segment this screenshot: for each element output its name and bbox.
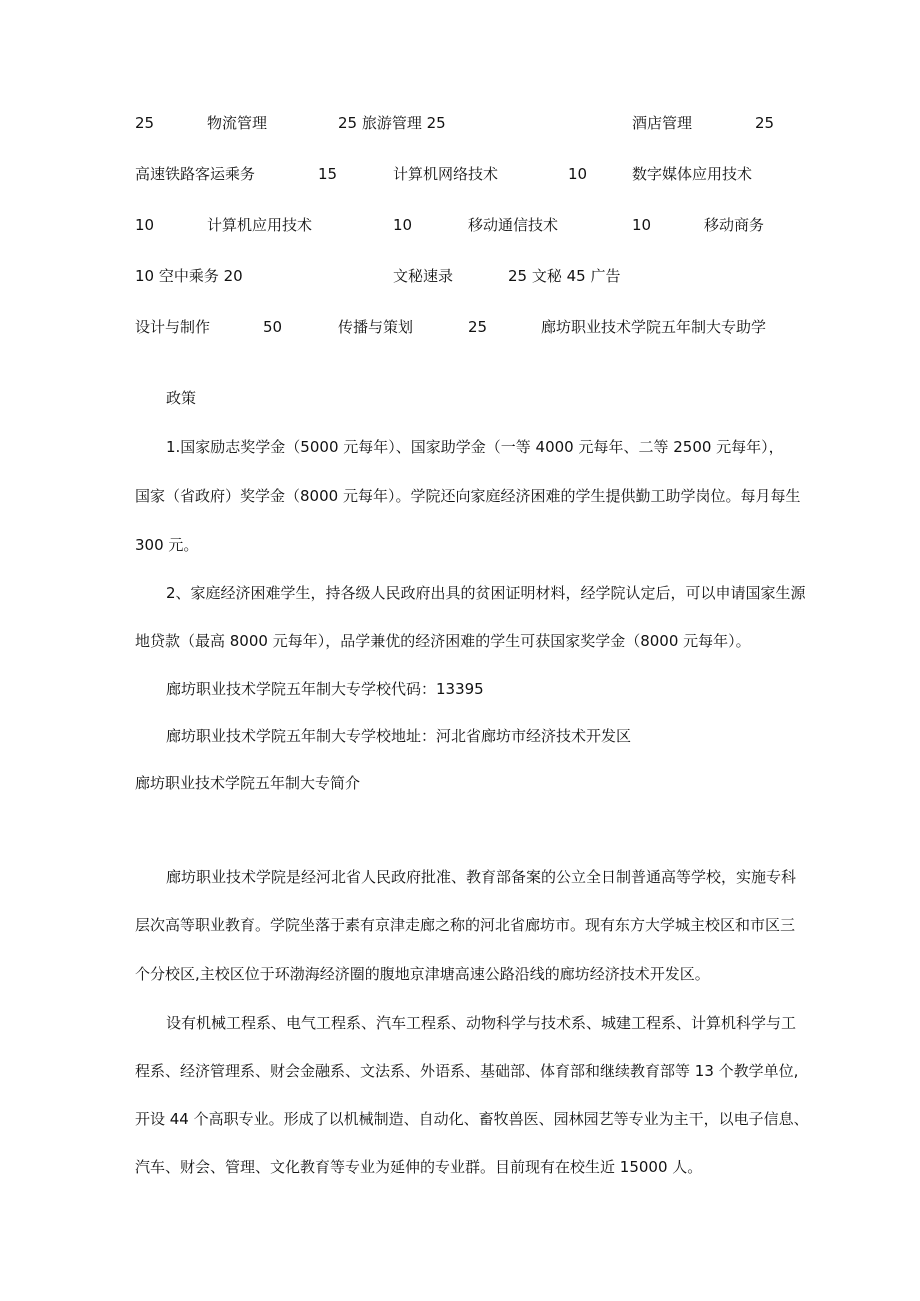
table-cell: 移动商务 — [704, 216, 765, 234]
table-cell: 物流管理 — [207, 114, 268, 132]
table-cell: 移动通信技术 — [468, 216, 559, 234]
table-cell: 25 — [135, 114, 155, 132]
table-cell: 10 — [393, 216, 413, 234]
table-cell: 传播与策划 — [338, 318, 414, 336]
paragraph-line: 开设 44 个高职专业。形成了以机械制造、自动化、畜牧兽医、园林园艺等专业为主干，以电子信息、 — [135, 1110, 809, 1128]
table-cell: 数字媒体应用技术 — [632, 165, 753, 183]
paragraph-line: 层次高等职业教育。学院坐落于素有京津走廊之称的河北省廊坊市。现有东方大学城主校区和市区三 — [135, 916, 796, 934]
paragraph-line: 程系、经济管理系、财会金融系、文法系、外语系、基础部、体育部和继续教育部等 13 个教学单位, — [135, 1062, 799, 1080]
paragraph-line: 1.国家励志奖学金（5000 元每年）、国家助学金（一等 4000 元每年、二等 2500 元每年）， — [166, 438, 784, 456]
table-cell: 10 空中乘务 20 — [135, 267, 243, 285]
school-code: 廊坊职业技术学院五年制大专学校代码：13395 — [166, 680, 484, 698]
table-cell: 25 — [468, 318, 488, 336]
paragraph-line: 300 元。 — [135, 536, 199, 554]
table-cell: 酒店管理 — [632, 114, 693, 132]
table-cell: 25 — [755, 114, 775, 132]
table-cell: 计算机应用技术 — [207, 216, 313, 234]
table-cell: 设计与制作 — [135, 318, 211, 336]
paragraph-line: 个分校区,主校区位于环渤海经济圈的腹地京津塘高速公路沿线的廊坊经济技术开发区。 — [135, 965, 710, 983]
section-title: 廊坊职业技术学院五年制大专简介 — [135, 774, 361, 792]
school-address: 廊坊职业技术学院五年制大专学校地址：河北省廊坊市经济技术开发区 — [166, 727, 632, 745]
table-cell: 25 文秘 45 广告 — [508, 267, 621, 285]
table-cell: 廊坊职业技术学院五年制大专助学 — [541, 318, 767, 336]
table-cell: 25 旅游管理 25 — [338, 114, 446, 132]
table-cell: 10 — [568, 165, 588, 183]
table-cell: 10 — [632, 216, 652, 234]
table-cell: 计算机网络技术 — [393, 165, 499, 183]
policy-heading: 政策 — [166, 389, 197, 407]
table-cell: 高速铁路客运乘务 — [135, 165, 256, 183]
paragraph-line: 2、家庭经济困难学生，持各级人民政府出具的贫困证明材料，经学院认定后，可以申请国家生源 — [166, 584, 806, 602]
paragraph-line: 地贷款（最高 8000 元每年），品学兼优的经济困难的学生可获国家奖学金（8000 元每年）。 — [135, 632, 751, 650]
paragraph-line: 汽车、财会、管理、文化教育等专业为延伸的专业群。目前现有在校生近 15000 人。 — [135, 1158, 703, 1176]
table-cell: 10 — [135, 216, 155, 234]
paragraph-line: 设有机械工程系、电气工程系、汽车工程系、动物科学与技术系、城建工程系、计算机科学与工 — [166, 1014, 797, 1032]
table-cell: 50 — [263, 318, 283, 336]
paragraph-line: 廊坊职业技术学院是经河北省人民政府批准、教育部备案的公立全日制普通高等学校，实施专科 — [166, 868, 797, 886]
paragraph-line: 国家（省政府）奖学金（8000 元每年）。学院还向家庭经济困难的学生提供勤工助学岗位。每月每生 — [135, 487, 801, 505]
table-cell: 文秘速录 — [393, 267, 454, 285]
table-cell: 15 — [318, 165, 338, 183]
